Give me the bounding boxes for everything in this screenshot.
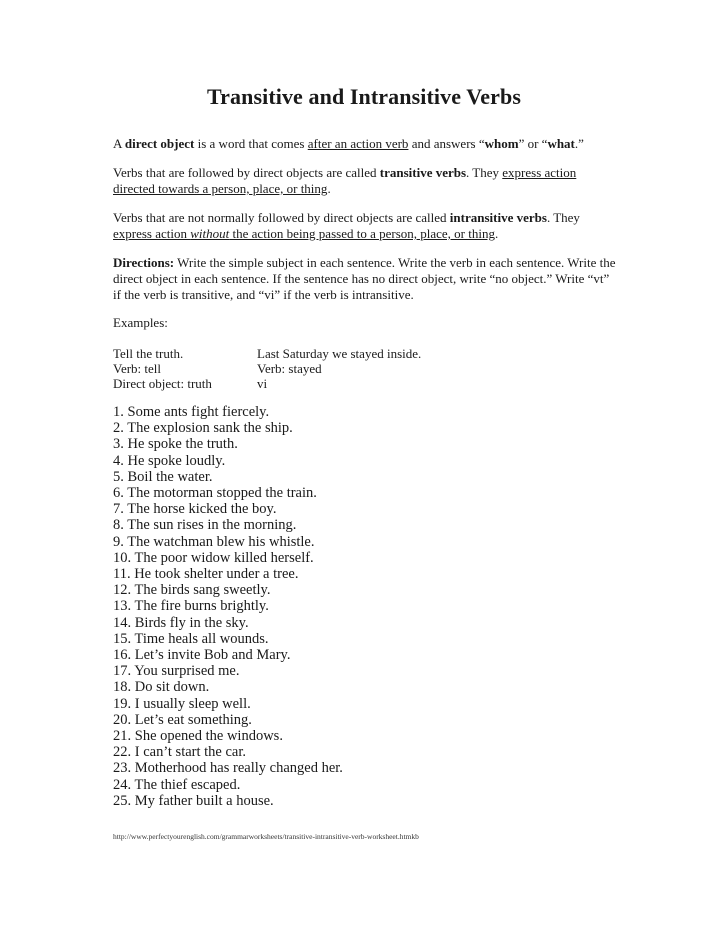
list-item: 12. The birds sang sweetly.	[113, 582, 271, 599]
list-item: 11. He took shelter under a tree.	[113, 566, 299, 583]
source-url: http://www.perfectyourenglish.com/grammarworksheets/transitive-intransitive-verb-worksheet.htmkb	[113, 832, 419, 841]
list-item: 25. My father built a house.	[113, 792, 274, 809]
example-right: Last Saturday we stayed inside. Verb: stayed vi	[257, 346, 422, 391]
list-item: 5. Boil the water.	[113, 468, 213, 485]
page-title: Transitive and Intransitive Verbs	[207, 84, 521, 109]
sentence-list	[113, 404, 343, 809]
list-item: 20. Let’s eat something.	[113, 711, 252, 728]
example-left: Tell the truth. Verb: tell Direct object: truth	[113, 346, 212, 391]
direct-object-definition: A direct object is a word that comes after an action verb and answers “whom” or “what.”	[113, 136, 584, 151]
directions-label: Directions:	[113, 255, 175, 270]
list-item: 23. Motherhood has really changed her.	[113, 760, 343, 777]
list-item: 4. He spoke loudly.	[113, 452, 226, 469]
list-item: 17. You surprised me.	[113, 663, 240, 680]
list-item: 24. The thief escaped.	[113, 776, 241, 793]
list-item: 9. The watchman blew his whistle.	[113, 533, 315, 550]
list-item: 1. Some ants fight fiercely.	[113, 404, 270, 420]
intransitive-definition: Verbs that are not normally followed by direct objects are called intransitive verbs. They express action without the action being passed to a person, place, or thing.	[113, 210, 580, 241]
examples-label: Examples:	[113, 315, 168, 330]
list-item: 13. The fire burns brightly.	[113, 598, 269, 615]
list-item: 6. The motorman stopped the train.	[113, 485, 317, 502]
list-item: 15. Time heals all wounds.	[113, 630, 269, 647]
list-item: 7. The horse kicked the boy.	[113, 501, 277, 518]
list-item: 19. I usually sleep well.	[113, 695, 251, 712]
transitive-definition: Verbs that are followed by direct objects are called transitive verbs. They express action directed towards a person, place, or thing.	[113, 165, 577, 196]
list-item: 16. Let’s invite Bob and Mary.	[113, 647, 291, 664]
list-item: 18. Do sit down.	[113, 679, 210, 696]
list-item: 10. The poor widow killed herself.	[113, 549, 314, 566]
list-item: 22. I can’t start the car.	[113, 744, 246, 761]
directions-text: Write the simple subject in each sentence. Write the verb in each sentence. Write the direct object in each sentence. If the sentence has no direct object, write “no object.” Write “vt” if the verb is transitive, and “vi” if the verb is intransitive.	[113, 255, 616, 302]
directions	[113, 255, 618, 303]
list-item: 2. The explosion sank the ship.	[113, 420, 293, 437]
list-item: 3. He spoke the truth.	[113, 436, 238, 453]
list-item: 14. Birds fly in the sky.	[113, 614, 249, 631]
list-item: 8. The sun rises in the morning.	[113, 517, 297, 534]
list-item: 21. She opened the windows.	[113, 728, 283, 745]
